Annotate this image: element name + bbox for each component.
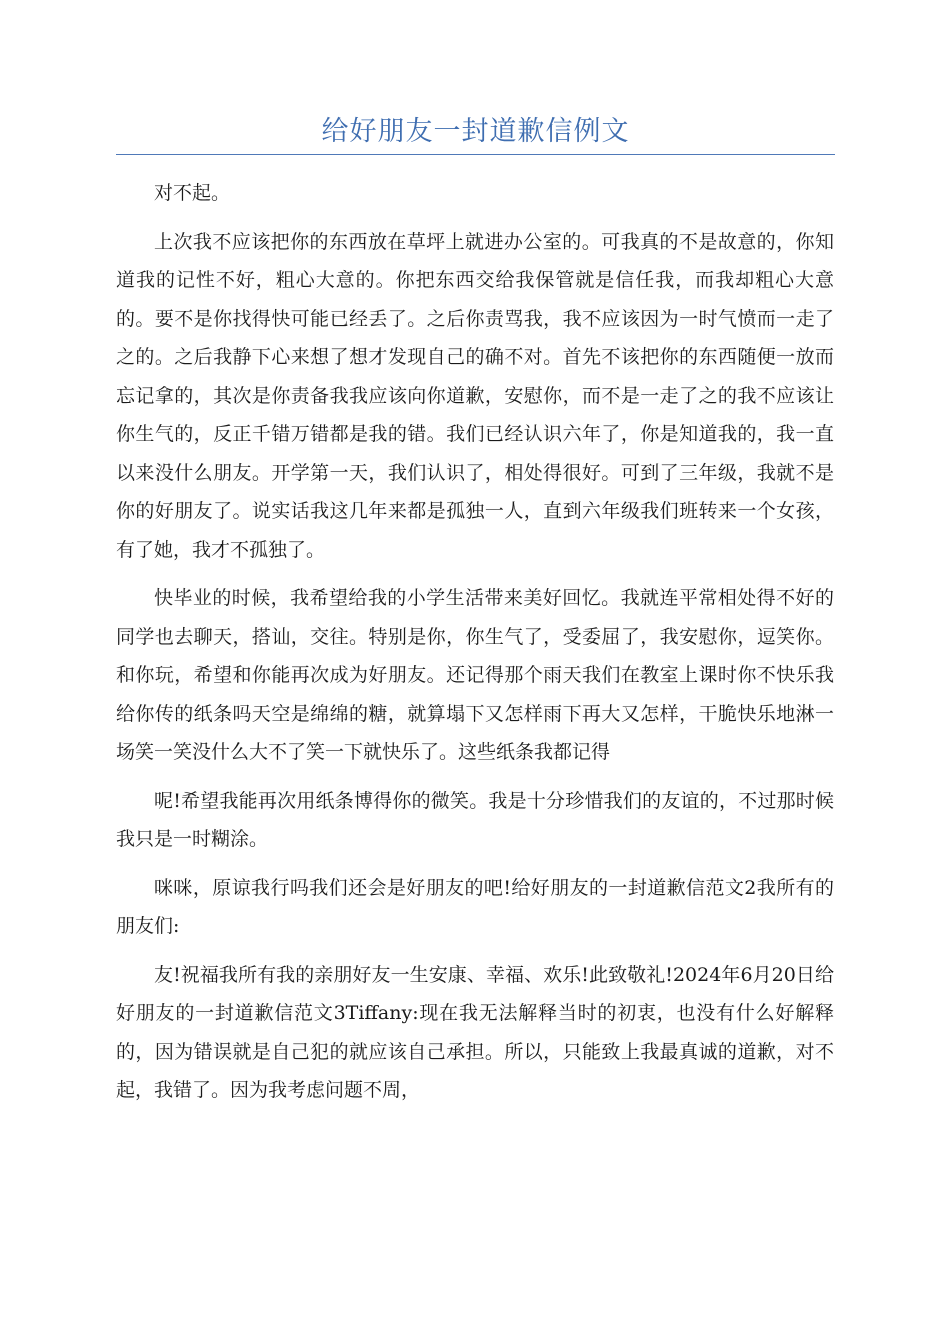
title-underline <box>116 154 835 155</box>
paragraph-forgive: 咪咪，原谅我行吗我们还会是好朋友的吧!给好朋友的一封道歉信范文2我所有的朋友们: <box>116 876 834 937</box>
paragraph-smile: 呢!希望我能再次用纸条博得你的微笑。我是十分珍惜我们的友谊的，不过那时候我只是一时糊涂。 <box>116 789 834 850</box>
paragraph-graduation: 快毕业的时候，我希望给我的小学生活带来美好回忆。我就连平常相处得不好的同学也去聊天，搭讪，交往。特别是你，你生气了，受委屈了，我安慰你，逗笑你。和你玩，希望和你能再次成为好朋友。还记得那个雨天我们在教室上课时你不快乐我给你传的纸条吗天空是绵绵的糖，就算塌下又怎样雨下再大又怎样，干脆快乐地淋一场笑一笑没什么大不了笑一下就快乐了。这些纸条我都记得 <box>116 587 834 763</box>
paragraph-blessing: 友!祝福我所有我的亲朋好友一生安康、幸福、欢乐!此致敬礼!2024年6月20日给好朋友的一封道歉信范文3Tiffany:现在我无法解释当时的初衷，也没有什么好解释的，因为错误就是自己犯的就应该自己承担。所以，只能致上我最真诚的道歉，对不起，我错了。因为我考虑问题不周， <box>116 963 834 1101</box>
document-title: 给好朋友一封道歉信例文 <box>321 116 630 147</box>
document-body <box>116 174 834 1120</box>
paragraph-greeting: 对不起。 <box>154 182 231 204</box>
paragraph-apology: 上次我不应该把你的东西放在草坪上就进办公室的。可我真的不是故意的，你知道我的记性不好，粗心大意的。你把东西交给我保管就是信任我，而我却粗心大意的。要不是你找得快可能已经丢了。之后你责骂我，我不应该因为一时气愤而一走了之的。之后我静下心来想了想才发现自己的确不对。首先不该把你的东西随便一放而忘记拿的，其次是你责备我我应该向你道歉，安慰你，而不是一走了之的我不应该让你生气的，反正千错万错都是我的错。我们已经认识六年了，你是知道我的，我一直以来没什么朋友。开学第一天，我们认识了，相处得很好。可到了三年级，我就不是你的好朋友了。说实话我这几年来都是孤独一人，直到六年级我们班转来一个女孩，有了她，我才不孤独了。 <box>116 230 834 561</box>
